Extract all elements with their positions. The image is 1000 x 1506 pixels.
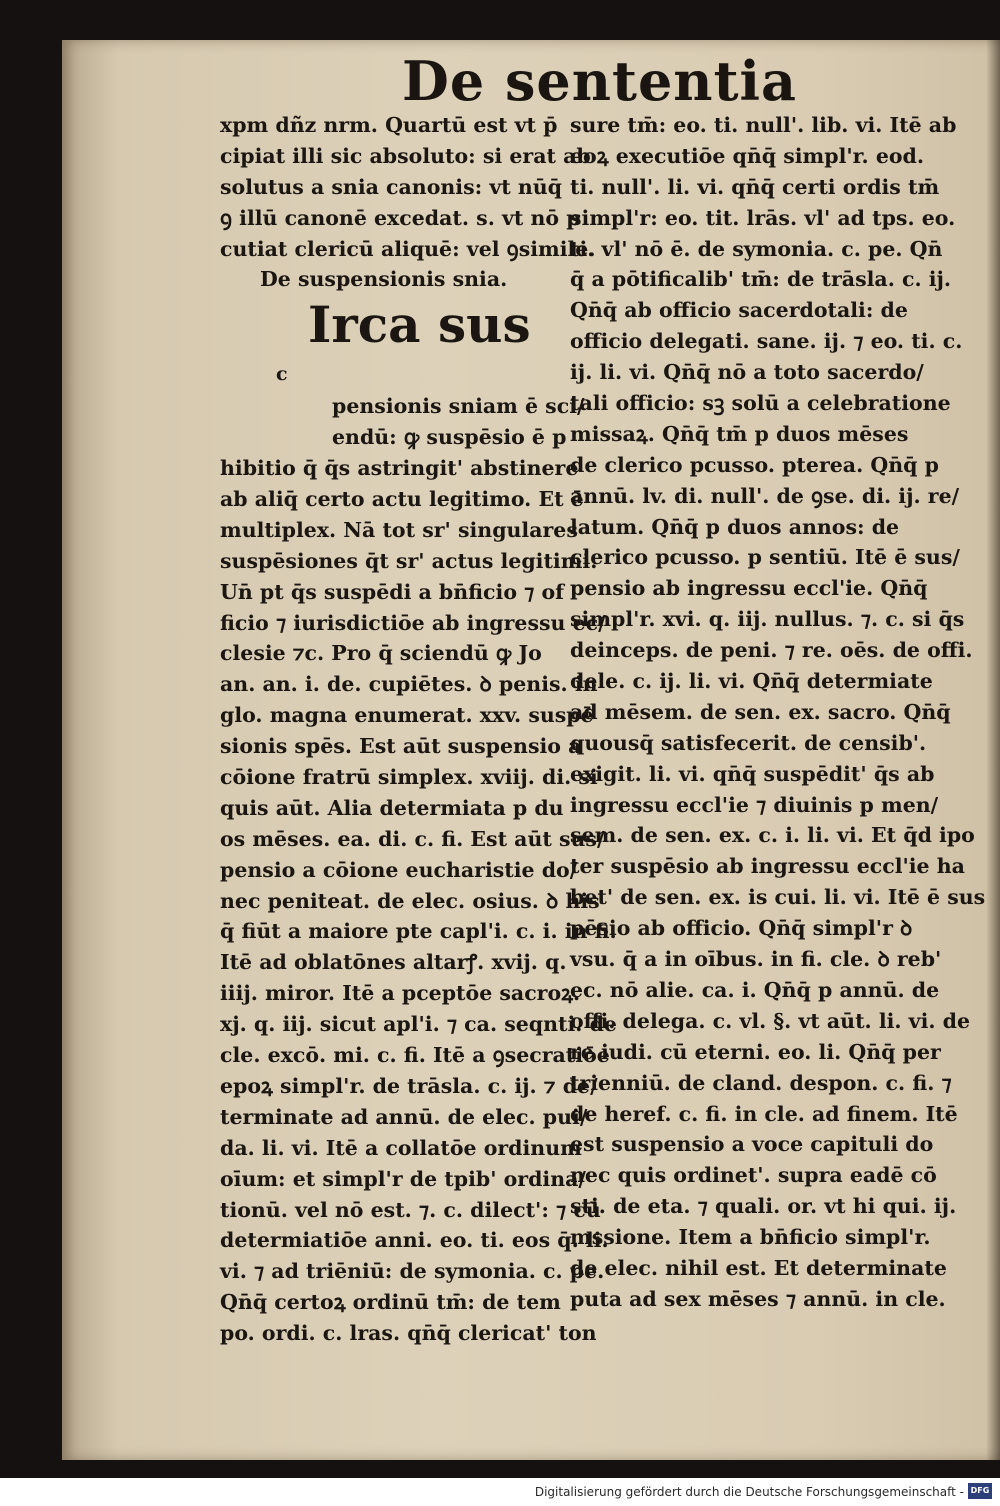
text-line: quis aūt. Alia determiata p du [220,795,564,820]
text-line: cōione fratrū simplex. xviij. di. si [220,765,598,790]
text-line: eoꝝ executiōe qn̄q̄ simpl'r. eod. [570,143,925,168]
text-line: epoꝝ simpl'r. de trāsla. c. ij. ⁊ de/ [220,1073,598,1098]
text-line: cutiat clericū aliquē: vel ꝯsimile. [220,236,596,261]
text-line: annū. lv. di. null'. de ꝯse. di. ij. re/ [570,483,960,508]
text-line: puta ad sex mēses ⁊ annū. in cle. [570,1286,946,1311]
text-line: latum. Qn̄q̄ p duos annos: de [570,514,900,539]
text-line: pensio a cōione eucharistie do/ [220,857,578,882]
text-line: glo. magna enumerat. xxv. suspē [220,703,594,728]
text-line: quousq̄ satisfecerit. de censib'. [570,730,927,755]
text-line: oīum: et simpl'r de tpib' ordina/ [220,1166,586,1191]
text-line: vsu. q̄ a in oībus. in fi. cle. ꝺ reb' [570,947,942,972]
text-line: mssione. Item a bn̄ficio simpl'r. [570,1225,931,1250]
text-line: xj. q. iij. sicut apl'i. ⁊ ca. seqnti. de [220,1012,617,1037]
text-line: ter suspēsio ab ingressu eccl'ie ha [570,854,965,879]
text-line: sti. de eta. ⁊ quali. or. vt hi qui. ij. [570,1194,957,1219]
text-line: Qn̄q̄ certoꝝ ordinū tm̄: de tem [220,1290,561,1315]
text-line: missaꝝ. Qn̄q̄ tm̄ p duos mēses [570,421,909,446]
text-line: de clerico pcusso. ptereа. Qn̄q̄ p [570,452,939,477]
text-line: ꝯ illū canonē excedat. s. vt nō p [220,205,581,230]
text-line: dele. c. ij. li. vi. Qn̄q̄ determiate [570,669,933,694]
text-line: q̄ a pōtificalib' tm̄: de trāsla. c. ij. [570,267,952,292]
text-line: est suspensio a voce capituli do [570,1132,934,1157]
text-line: ij. li. vi. Qn̄q̄ nō a toto sacerdo/ [570,360,924,385]
text-line: q̄ fiūt a maiore pte capl'i. c. i. in fi. [220,919,617,944]
text-line: terminate ad annū. de elec. pui/ [220,1104,588,1129]
text-line: Un̄ pt q̄s suspēdi a bn̄ficio ⁊ of [220,579,564,604]
text-line: Itē ad oblatōnes altarꝭ. xvij. q. [220,950,567,975]
text-line: iiij. miror. Itē a pceptōe sacroꝝ. [220,981,581,1006]
text-line: ad mēsem. de sen. ex. sacro. Qn̄q̄ [570,699,951,724]
text-line: pensio ab ingressu eccl'ie. Qn̄q̄ [570,576,928,601]
text-line: Qn̄q̄ ab officio sacerdotali: de [570,298,908,323]
text-line: bet' de sen. ex. is cui. li. vi. Itē ē sus [570,885,986,910]
text-line: cipiat illi sic absoluto: si erat ab [220,143,591,168]
text-line: multiplex. Nā tot sr' singulares [220,517,578,542]
text-line: de heref. c. fi. in cle. ad finem. Itē [570,1101,958,1126]
text-line: re iudi. cū eterni. eo. li. Qn̄q̄ per [570,1039,941,1064]
text-line: ti. null'. li. vi. qn̄q̄ certi ordis tm̄ [570,174,940,199]
text-line: ficio ⁊ iurisdictiōe ab ingressu ec/ [220,610,606,635]
text-line: simpl'r: eo. tit. lrās. vl' ad tps. eo. [570,205,956,230]
text-line: de elec. nihil est. Et determinate [570,1255,947,1280]
text-line: hibitio q̄ q̄s astringit' abstinere [220,456,579,481]
text-line: vi. ⁊ ad triēniū: de symonia. c. pe. [220,1259,605,1284]
chapter-initial-title: Irca sus [308,295,531,355]
footer-credit-text: Digitalisierung gefördert durch die Deutsche Forschungsgemeinschaft - [534,1485,964,1499]
text-line: an. an. i. de. cupiētes. ꝺ penis. in [220,672,598,697]
text-line: offi. delega. c. vl. §. vt aūt. li. vi. de [570,1008,971,1033]
text-line: po. ordi. c. lras. qn̄q̄ clericat' ton [220,1321,597,1346]
text-line: nec peniteat. de elec. osius. ꝺ his [220,888,600,913]
text-line: tionū. vel nō est. ⁊. c. dilect': ⁊ cū [220,1197,601,1222]
text-line: cle. excō. mi. c. fi. Itē a ꝯsecratiōe [220,1043,610,1068]
text-line: clerico pcusso. p sentiū. Itē ē sus/ [570,545,960,570]
text-line: tali officio: sꝫ solū a celebratione [570,391,951,416]
text-line: endū: ꝙ suspēsio ē p [332,425,567,450]
text-line: xpm dñz nrm. Quartū est vt p̄ [220,113,558,137]
text-line: da. li. vi. Itē a collatōe ordinum [220,1135,582,1160]
text-line: ingressu eccl'ie ⁊ diuinis p men/ [570,792,939,817]
text-line: nec quis ordinet'. supra eadē cō [570,1163,937,1188]
digitization-footer [0,1478,1000,1506]
text-line: pensionis sniam ē sci/ [332,394,585,419]
running-head: De sententia [402,49,798,113]
page-edge-shadow [986,40,1000,1460]
section-heading: De suspensionis snia. [260,267,508,292]
chapter-opening [220,295,570,391]
text-line: sure tm̄: eo. ti. null'. lib. vi. Itē ab [570,113,957,137]
text-line: simpl'r. xvi. q. iij. nullus. ⁊. c. si q̄s [570,607,965,632]
right-text-column [570,110,986,1315]
text-line: os mēses. ea. di. c. fi. Est aūt sus/ [220,826,605,851]
text-line: ti. vl' nō ē. de symonia. c. pe. Qn̄ [570,236,943,261]
guide-letter: c [276,363,288,386]
text-line: sionis spēs. Est aūt suspensio a [220,734,582,759]
text-line: exigit. li. vi. qn̄q̄ suspēdit' q̄s ab [570,761,935,786]
text-line: suspēsiones q̄t sr' actus legitimi. [220,548,598,573]
text-line: officio delegati. sane. ij. ⁊ eo. ti. c. [570,329,963,354]
text-line: determiatiōe anni. eo. ti. eos q̄. li. [220,1228,609,1253]
text-line: clesie ⁊c. Pro q̄ sciendū ꝙ Jo [220,641,542,666]
text-line: pēsio ab officio. Qn̄q̄ simpl'r ꝺ [570,916,913,941]
left-text-column [220,110,617,1349]
text-line: ec. nō alie. ca. i. Qn̄q̄ p annū. de [570,977,940,1002]
text-line: solutus a snia canonis: vt nūq̄ [220,174,562,199]
text-line: trienniū. de cland. despon. c. fi. ⁊ [570,1070,952,1095]
text-line: ab aliq̄ certo actu legitimo. Et ē [220,487,584,512]
dfg-logo: DFG [968,1483,992,1499]
text-line: deinceps. de peni. ⁊ re. oēs. de offi. [570,638,973,663]
text-line: sem. de sen. ex. c. i. li. vi. Et q̄d ipo [570,823,975,848]
